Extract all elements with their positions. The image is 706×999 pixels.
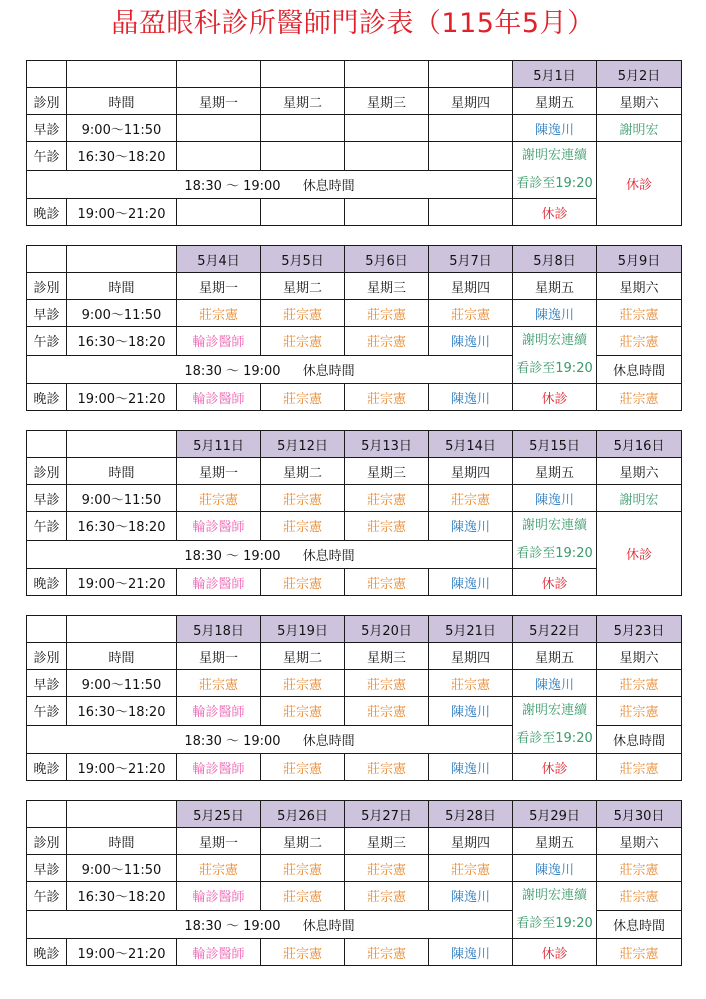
doctor-cell: 休診: [513, 384, 597, 411]
date-cell: 5月28日: [429, 801, 513, 828]
weekday-cell: 星期五: [513, 273, 597, 300]
date-cell: 5月25日: [177, 801, 261, 828]
doctor-cell: [177, 115, 261, 142]
session-time: 9:00～11:50: [67, 485, 177, 512]
date-cell: 5月23日: [597, 616, 682, 643]
extended-line-2: 看診至19:20: [516, 731, 593, 746]
session-time: 9:00～11:50: [67, 300, 177, 327]
doctor-cell: 莊宗憲: [597, 939, 682, 966]
date-cell: 5月11日: [177, 431, 261, 458]
doctor-cell: 莊宗憲: [345, 939, 429, 966]
corner-cell: [67, 246, 177, 273]
weekday-cell: 星期五: [513, 88, 597, 115]
extended-line-1: 謝明宏連續: [521, 888, 587, 903]
weekday-cell: 星期四: [429, 273, 513, 300]
session-label: 午診: [27, 327, 67, 356]
weekday-cell: 星期二: [261, 273, 345, 300]
doctor-cell: 陳逸川: [429, 384, 513, 411]
doctor-cell: 莊宗憲: [261, 882, 345, 911]
date-cell: 5月9日: [597, 246, 682, 273]
doctor-cell: 謝明宏: [597, 115, 682, 142]
doctor-cell: 莊宗憲: [261, 512, 345, 541]
date-row: [27, 431, 682, 458]
weekday-cell: 星期四: [429, 828, 513, 855]
weekday-cell: 星期一: [177, 643, 261, 670]
early-row: [27, 670, 682, 697]
weekday-cell: 星期五: [513, 828, 597, 855]
session-label: 午診: [27, 697, 67, 726]
doctor-cell: 陳逸川: [429, 327, 513, 356]
session-time: 16:30～18:20: [67, 142, 177, 171]
doctor-cell: 莊宗憲: [429, 485, 513, 512]
extended-line-1: 謝明宏連續: [521, 518, 587, 533]
weekday-cell: 星期三: [345, 273, 429, 300]
date-cell: 5月15日: [513, 431, 597, 458]
break-cell: [27, 910, 513, 939]
session-time: 19:00～21:20: [67, 199, 177, 226]
time-header: 時間: [67, 828, 177, 855]
doctor-cell: 莊宗憲: [261, 670, 345, 697]
afternoon-row: [27, 142, 682, 171]
session-label: 午診: [27, 882, 67, 911]
session-time: 16:30～18:20: [67, 512, 177, 541]
early-row: [27, 115, 682, 142]
session-label: 早診: [27, 670, 67, 697]
doctor-cell: 莊宗憲: [429, 855, 513, 882]
extended-line-2: 看診至19:20: [516, 176, 593, 191]
date-cell: 5月29日: [513, 801, 597, 828]
type-header: 診別: [27, 828, 67, 855]
closed-cell: 休診: [597, 142, 682, 226]
corner-cell: [67, 431, 177, 458]
doctor-cell: 莊宗憲: [345, 754, 429, 781]
weekday-cell: 星期四: [429, 643, 513, 670]
corner-cell: [67, 616, 177, 643]
week-table-1: [26, 60, 682, 226]
session-label: 早診: [27, 485, 67, 512]
doctor-cell: 陳逸川: [429, 697, 513, 726]
break-cell: [27, 170, 513, 199]
extended-line-1: 謝明宏連續: [521, 703, 587, 718]
weekday-cell: 星期四: [429, 458, 513, 485]
doctor-cell: 莊宗憲: [177, 485, 261, 512]
weekday-cell: 星期三: [345, 458, 429, 485]
weekday-cell: 星期一: [177, 828, 261, 855]
session-label: 午診: [27, 142, 67, 171]
break-cell: [27, 540, 513, 569]
weekday-cell: 星期六: [597, 273, 682, 300]
corner-cell: [27, 616, 67, 643]
date-cell: 5月20日: [345, 616, 429, 643]
closed-cell: 休診: [597, 512, 682, 596]
afternoon-row: [27, 512, 682, 541]
extended-session-cell: [513, 697, 597, 754]
session-time: 19:00～21:20: [67, 939, 177, 966]
afternoon-row: [27, 882, 682, 911]
doctor-cell: [345, 115, 429, 142]
doctor-cell: 輪診醫師: [177, 384, 261, 411]
date-cell: 5月12日: [261, 431, 345, 458]
doctor-cell: 莊宗憲: [597, 384, 682, 411]
doctor-cell: 陳逸川: [429, 569, 513, 596]
date-row: [27, 616, 682, 643]
doctor-cell: 休診: [513, 939, 597, 966]
corner-cell: [67, 61, 177, 88]
break-cell: [27, 725, 513, 754]
session-time: 9:00～11:50: [67, 670, 177, 697]
doctor-cell: 陳逸川: [429, 939, 513, 966]
weekday-cell: 星期六: [597, 88, 682, 115]
doctor-cell: 陳逸川: [513, 300, 597, 327]
session-label: 晚診: [27, 939, 67, 966]
doctor-cell: 莊宗憲: [345, 670, 429, 697]
weekday-row: [27, 828, 682, 855]
break-time: 18:30 ～ 19:00: [184, 178, 281, 194]
corner-cell: [27, 246, 67, 273]
weekday-cell: 星期二: [261, 643, 345, 670]
date-cell: 5月26日: [261, 801, 345, 828]
doctor-cell: 莊宗憲: [597, 697, 682, 726]
doctor-cell: 休診: [513, 569, 597, 596]
date-row: [27, 801, 682, 828]
date-cell: 5月22日: [513, 616, 597, 643]
break-label: 休息時間: [302, 363, 355, 379]
session-time: 16:30～18:20: [67, 327, 177, 356]
type-header: 診別: [27, 458, 67, 485]
doctor-cell: [345, 199, 429, 226]
extended-session-cell: [513, 882, 597, 939]
weekday-row: [27, 273, 682, 300]
weekday-cell: 星期六: [597, 828, 682, 855]
weekday-cell: 星期三: [345, 643, 429, 670]
weekday-cell: 星期六: [597, 643, 682, 670]
doctor-cell: 謝明宏: [597, 485, 682, 512]
doctor-cell: 莊宗憲: [261, 327, 345, 356]
evening-row: [27, 754, 682, 781]
doctor-cell: 莊宗憲: [261, 939, 345, 966]
break-time: 18:30 ～ 19:00: [184, 363, 281, 379]
date-cell: 5月13日: [345, 431, 429, 458]
doctor-cell: 莊宗憲: [345, 512, 429, 541]
doctor-cell: 莊宗憲: [261, 569, 345, 596]
doctor-cell: 輪診醫師: [177, 754, 261, 781]
session-time: 9:00～11:50: [67, 855, 177, 882]
doctor-cell: 莊宗憲: [429, 300, 513, 327]
corner-cell: [27, 431, 67, 458]
date-cell: [261, 61, 345, 88]
doctor-cell: 陳逸川: [513, 670, 597, 697]
session-time: 9:00～11:50: [67, 115, 177, 142]
weekday-cell: 星期四: [429, 88, 513, 115]
session-label: 早診: [27, 115, 67, 142]
doctor-cell: 莊宗憲: [597, 327, 682, 356]
doctor-cell: 莊宗憲: [345, 384, 429, 411]
doctor-cell: 莊宗憲: [345, 697, 429, 726]
doctor-cell: 莊宗憲: [597, 855, 682, 882]
weekday-cell: 星期二: [261, 458, 345, 485]
weekday-cell: 星期二: [261, 88, 345, 115]
doctor-cell: 莊宗憲: [597, 754, 682, 781]
evening-row: [27, 199, 682, 226]
date-cell: [429, 61, 513, 88]
doctor-cell: [261, 142, 345, 171]
time-header: 時間: [67, 458, 177, 485]
weekday-cell: 星期三: [345, 88, 429, 115]
doctor-cell: 陳逸川: [513, 485, 597, 512]
doctor-cell: 莊宗憲: [261, 384, 345, 411]
session-time: 16:30～18:20: [67, 697, 177, 726]
date-cell: 5月14日: [429, 431, 513, 458]
doctor-cell: 莊宗憲: [345, 882, 429, 911]
week-table-4: [26, 615, 682, 781]
time-header: 時間: [67, 88, 177, 115]
time-header: 時間: [67, 273, 177, 300]
date-cell: 5月8日: [513, 246, 597, 273]
date-row: [27, 246, 682, 273]
doctor-cell: 莊宗憲: [345, 327, 429, 356]
corner-cell: [27, 61, 67, 88]
doctor-cell: 輪診醫師: [177, 939, 261, 966]
doctor-cell: 陳逸川: [513, 115, 597, 142]
doctor-cell: [429, 115, 513, 142]
doctor-cell: [429, 199, 513, 226]
doctor-cell: 輪診醫師: [177, 512, 261, 541]
doctor-cell: 莊宗憲: [177, 300, 261, 327]
break-label: 休息時間: [302, 733, 355, 749]
doctor-cell: 莊宗憲: [345, 485, 429, 512]
session-time: 16:30～18:20: [67, 882, 177, 911]
early-row: [27, 855, 682, 882]
date-cell: 5月19日: [261, 616, 345, 643]
doctor-cell: 陳逸川: [429, 754, 513, 781]
week-table-2: [26, 245, 682, 411]
doctor-cell: 輪診醫師: [177, 697, 261, 726]
date-cell: 5月27日: [345, 801, 429, 828]
weekday-row: [27, 643, 682, 670]
date-cell: 5月7日: [429, 246, 513, 273]
extended-line-1: 謝明宏連續: [521, 333, 587, 348]
doctor-cell: 莊宗憲: [261, 754, 345, 781]
weekday-row: [27, 458, 682, 485]
date-cell: 5月4日: [177, 246, 261, 273]
weekday-cell: 星期一: [177, 273, 261, 300]
session-label: 晚診: [27, 199, 67, 226]
date-cell: 5月30日: [597, 801, 682, 828]
doctor-cell: 莊宗憲: [345, 300, 429, 327]
session-label: 午診: [27, 512, 67, 541]
afternoon-row: [27, 327, 682, 356]
session-label: 晚診: [27, 384, 67, 411]
type-header: 診別: [27, 643, 67, 670]
doctor-cell: [261, 115, 345, 142]
weekday-cell: 星期一: [177, 458, 261, 485]
time-header: 時間: [67, 643, 177, 670]
doctor-cell: 輪診醫師: [177, 327, 261, 356]
evening-row: [27, 569, 682, 596]
break-time: 18:30 ～ 19:00: [184, 733, 281, 749]
doctor-cell: 輪診醫師: [177, 569, 261, 596]
weekday-row: [27, 88, 682, 115]
doctor-cell: 莊宗憲: [597, 882, 682, 911]
session-label: 早診: [27, 300, 67, 327]
doctor-cell: 莊宗憲: [345, 855, 429, 882]
corner-cell: [27, 801, 67, 828]
doctor-cell: [261, 199, 345, 226]
session-label: 晚診: [27, 754, 67, 781]
type-header: 診別: [27, 273, 67, 300]
doctor-cell: 莊宗憲: [177, 855, 261, 882]
doctor-cell: 休診: [513, 754, 597, 781]
date-cell: 5月6日: [345, 246, 429, 273]
date-cell: 5月2日: [597, 61, 682, 88]
weekday-cell: 星期二: [261, 828, 345, 855]
sat-break-cell: 休息時間: [597, 910, 682, 939]
sat-break-cell: 休息時間: [597, 355, 682, 384]
date-cell: 5月5日: [261, 246, 345, 273]
corner-cell: [67, 801, 177, 828]
doctor-cell: 莊宗憲: [597, 300, 682, 327]
break-time: 18:30 ～ 19:00: [184, 918, 281, 934]
doctor-cell: 休診: [513, 199, 597, 226]
date-cell: 5月1日: [513, 61, 597, 88]
doctor-cell: 輪診醫師: [177, 882, 261, 911]
doctor-cell: 莊宗憲: [261, 855, 345, 882]
date-cell: [345, 61, 429, 88]
doctor-cell: 陳逸川: [513, 855, 597, 882]
session-label: 晚診: [27, 569, 67, 596]
doctor-cell: 莊宗憲: [261, 300, 345, 327]
break-label: 休息時間: [302, 548, 355, 564]
week-table-3: [26, 430, 682, 596]
date-row: [27, 61, 682, 88]
doctor-cell: 莊宗憲: [429, 670, 513, 697]
extended-session-cell: [513, 512, 597, 569]
doctor-cell: 陳逸川: [429, 512, 513, 541]
doctor-cell: [177, 142, 261, 171]
doctor-cell: 陳逸川: [429, 882, 513, 911]
doctor-cell: 莊宗憲: [597, 670, 682, 697]
extended-line-2: 看診至19:20: [516, 916, 593, 931]
doctor-cell: 莊宗憲: [261, 485, 345, 512]
weekday-cell: 星期一: [177, 88, 261, 115]
doctor-cell: [177, 199, 261, 226]
weekday-cell: 星期三: [345, 828, 429, 855]
type-header: 診別: [27, 88, 67, 115]
break-cell: [27, 355, 513, 384]
evening-row: [27, 384, 682, 411]
session-time: 19:00～21:20: [67, 754, 177, 781]
extended-line-2: 看診至19:20: [516, 361, 593, 376]
extended-line-2: 看診至19:20: [516, 546, 593, 561]
doctor-cell: 莊宗憲: [345, 569, 429, 596]
extended-line-1: 謝明宏連續: [521, 148, 587, 163]
doctor-cell: 莊宗憲: [177, 670, 261, 697]
session-label: 早診: [27, 855, 67, 882]
extended-session-cell: [513, 142, 597, 199]
weekday-cell: 星期六: [597, 458, 682, 485]
early-row: [27, 300, 682, 327]
date-cell: 5月16日: [597, 431, 682, 458]
early-row: [27, 485, 682, 512]
date-cell: 5月21日: [429, 616, 513, 643]
weekday-cell: 星期五: [513, 458, 597, 485]
session-time: 19:00～21:20: [67, 569, 177, 596]
extended-session-cell: [513, 327, 597, 384]
week-table-5: [26, 800, 682, 966]
doctor-cell: [429, 142, 513, 171]
break-time: 18:30 ～ 19:00: [184, 548, 281, 564]
weekday-cell: 星期五: [513, 643, 597, 670]
break-label: 休息時間: [302, 918, 355, 934]
evening-row: [27, 939, 682, 966]
doctor-cell: [345, 142, 429, 171]
sat-break-cell: 休息時間: [597, 725, 682, 754]
break-label: 休息時間: [302, 178, 355, 194]
date-cell: [177, 61, 261, 88]
afternoon-row: [27, 697, 682, 726]
date-cell: 5月18日: [177, 616, 261, 643]
doctor-cell: 莊宗憲: [261, 697, 345, 726]
session-time: 19:00～21:20: [67, 384, 177, 411]
page-title: 晶盈眼科診所醫師門診表（115年5月）: [111, 8, 595, 39]
